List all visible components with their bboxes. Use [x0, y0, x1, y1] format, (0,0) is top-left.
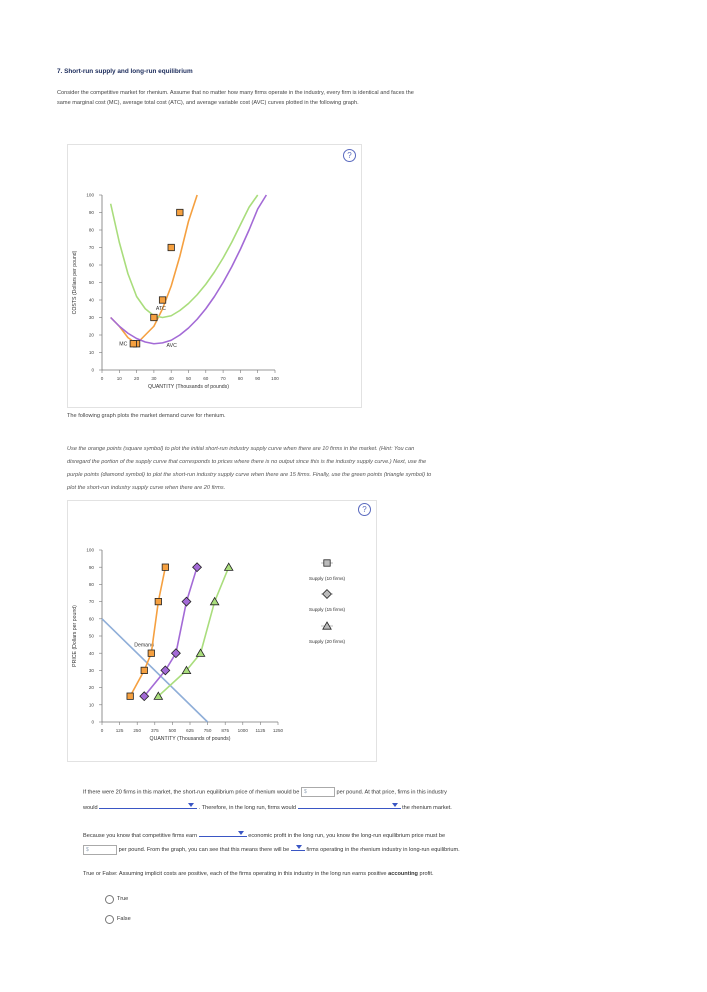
y-tick-label: 10: [88, 702, 94, 708]
y-axis-label: COSTS (Dollars per pound): [72, 250, 78, 315]
firm-count-dropdown[interactable]: [291, 843, 305, 851]
y-axis-label: PRICE (Dollars per pound): [72, 605, 78, 667]
true-label: True: [117, 896, 129, 902]
intro-line-1: Consider the competitive market for rhenium. Assume that no matter how many firms operate in the industry, every firm is identical and faces the: [57, 90, 414, 96]
legend-label: Supply (10 firms): [308, 577, 346, 582]
x-tick-label: 0: [100, 728, 104, 733]
x-tick-label: 10: [116, 376, 122, 381]
instructions-line-2: disregard the portion of the supply curve that corresponds to prices where there is no output since this is the industry supply curve.) Next, use the: [67, 459, 427, 465]
help-icon[interactable]: ?: [343, 149, 356, 162]
x-tick-label: 70: [220, 376, 226, 381]
mc-label: MC: [119, 341, 128, 348]
x-tick-label: 125: [115, 728, 124, 733]
x-axis-label: QUANTITY (Thousands of pounds): [149, 736, 231, 742]
profit-status-dropdown[interactable]: [99, 801, 197, 809]
supply-point-square: [141, 667, 147, 673]
x-tick-label: 1000: [237, 728, 248, 733]
question-1-line-2: [83, 801, 643, 811]
x-tick-label: 50: [185, 376, 192, 381]
q3-text-suffix: profit.: [419, 871, 434, 877]
true-radio[interactable]: [105, 895, 114, 904]
instructions-line-1: Use the orange points (square symbol) to plot the initial short-run industry supply curve when there are 10 firms in the market. (Hint: You can: [67, 446, 415, 452]
chevron-down-icon: [392, 803, 398, 807]
atc-label: ATC: [155, 306, 166, 312]
x-tick-label: 30: [151, 376, 157, 381]
y-tick-label: 50: [88, 280, 94, 286]
x-tick-label: 375: [150, 728, 159, 733]
y-tick-label: 30: [88, 668, 94, 673]
supply-curve-1: [144, 567, 197, 696]
y-tick-label: 90: [88, 564, 94, 570]
q2-text-2: economic profit in the long run, you know the long-run equilibrium price must be: [248, 833, 446, 839]
question-1-line-1: [83, 787, 643, 797]
supply-point-square: [148, 650, 154, 656]
q1-text-1: If there were 20 firms in this market, the short-run equilibrium price of rhenium would be: [83, 789, 300, 796]
market-supply-demand-chart[interactable]: [67, 530, 375, 750]
q1-text-3: . Therefore, in the long run, firms would: [198, 805, 296, 811]
false-radio[interactable]: [105, 915, 114, 924]
question-2-line-1: [83, 829, 643, 839]
x-tick-label: 20: [134, 376, 140, 381]
supply-point-square: [127, 693, 133, 699]
y-tick-label: 80: [88, 227, 94, 233]
y-tick-label: 40: [88, 650, 94, 656]
supply-point-triangle: [196, 649, 204, 656]
chevron-down-icon: [296, 845, 302, 849]
atc-curve: [111, 195, 258, 318]
avc-label: AVC: [166, 342, 177, 349]
instructions-line-3: purple points (diamond symbol) to plot the short-run industry supply curve when there are 15 firms. Finally, use the green points (triangle symbol) to: [67, 472, 432, 478]
y-tick-label: 70: [88, 245, 94, 251]
y-tick-label: 20: [88, 685, 94, 691]
q1-text-2: per pound. At that price, firms in this industry: [336, 789, 447, 796]
question-title: 7. Short-run supply and long-run equilibrium: [57, 68, 193, 75]
cost-curves-chart: [67, 170, 360, 395]
chevron-down-icon: [238, 831, 244, 835]
mc-curve: [111, 195, 197, 344]
y-tick-label: 0: [91, 719, 94, 725]
y-tick-label: 50: [88, 633, 94, 639]
x-tick-label: 80: [237, 376, 243, 381]
x-tick-label: 1250: [272, 728, 284, 733]
y-tick-label: 60: [88, 262, 94, 268]
x-tick-label: 875: [221, 728, 230, 733]
mc-point: [159, 297, 165, 303]
y-tick-label: 100: [86, 192, 94, 198]
supply-point-diamond: [193, 563, 202, 572]
x-tick-label: 90: [255, 376, 261, 381]
q2-text-3: per pound. From the graph, you can see that this means there will be: [118, 847, 290, 853]
y-tick-label: 30: [88, 315, 94, 321]
mc-point: [168, 244, 174, 250]
y-tick-label: 100: [86, 547, 94, 553]
y-tick-label: 40: [88, 297, 94, 303]
legend-label: Supply (15 firms): [308, 608, 346, 613]
legend-diamond-icon: [323, 590, 332, 599]
demand-curve: [102, 619, 208, 722]
q1-text-4: the rhenium market.: [402, 805, 452, 811]
y-tick-label: 70: [88, 599, 94, 605]
mc-legend-square: [130, 341, 136, 347]
x-tick-label: 60: [203, 376, 209, 381]
supply-point-triangle: [210, 598, 218, 605]
y-tick-label: 90: [88, 210, 94, 216]
question-2-line-2: [83, 843, 663, 855]
x-tick-label: 250: [133, 728, 142, 733]
y-tick-label: 80: [88, 582, 94, 587]
economic-profit-dropdown[interactable]: [199, 829, 247, 837]
x-axis-label: QUANTITY (Thousands of pounds): [148, 384, 229, 390]
long-run-entry-dropdown[interactable]: [298, 801, 401, 809]
supply-point-square: [155, 598, 161, 604]
long-run-price-input[interactable]: $: [83, 845, 117, 855]
demand-label: Demand: [134, 642, 154, 649]
x-tick-label: 500: [168, 728, 177, 733]
legend-triangle-icon: [323, 622, 331, 629]
y-tick-label: 60: [88, 616, 94, 622]
q2-text-1: Because you know that competitive firms earn: [83, 833, 198, 839]
intro-line-2: same marginal cost (MC), average total cost (ATC), and average variable cost (AVC) curves plotted in the following graph.: [57, 100, 359, 106]
supply-point-diamond: [172, 649, 181, 658]
false-label: False: [117, 916, 131, 922]
supply-point-triangle: [225, 563, 233, 570]
supply-curve-2: [158, 567, 228, 696]
y-tick-label: 20: [88, 332, 94, 338]
q1-would-text: would: [83, 805, 98, 811]
y-tick-label: 0: [91, 367, 94, 373]
instructions-line-4: plot the short-run industry supply curve when there are 20 firms.: [67, 485, 226, 491]
legend-label: Supply (20 firms): [308, 640, 346, 645]
supply-point-diamond: [182, 597, 191, 606]
question-3: [83, 871, 683, 877]
q2-text-4: firms operating in the rhenium industry in long-run equilibrium.: [306, 847, 460, 853]
x-tick-label: 100: [271, 376, 279, 381]
price-input[interactable]: $: [301, 787, 335, 797]
q3-text-bold: accounting: [388, 871, 418, 877]
market-intro: The following graph plots the market demand curve for rhenium.: [67, 413, 226, 419]
x-tick-label: 40: [168, 376, 174, 381]
help-icon-2[interactable]: ?: [358, 503, 371, 516]
x-tick-label: 625: [186, 728, 194, 733]
mc-point: [177, 209, 183, 215]
avc-curve: [111, 195, 267, 344]
x-tick-label: 1125: [255, 728, 266, 733]
x-tick-label: 750: [203, 728, 212, 733]
x-tick-label: 0: [100, 376, 104, 381]
supply-point-square: [162, 564, 168, 570]
chevron-down-icon: [188, 803, 194, 807]
q3-text-prefix: True or False: Assuming implicit costs are positive, each of the firms operating in this industry in the long run earns positive: [83, 871, 387, 877]
y-tick-label: 10: [88, 350, 94, 356]
legend-square-icon: [324, 560, 330, 566]
mc-point: [151, 314, 157, 320]
